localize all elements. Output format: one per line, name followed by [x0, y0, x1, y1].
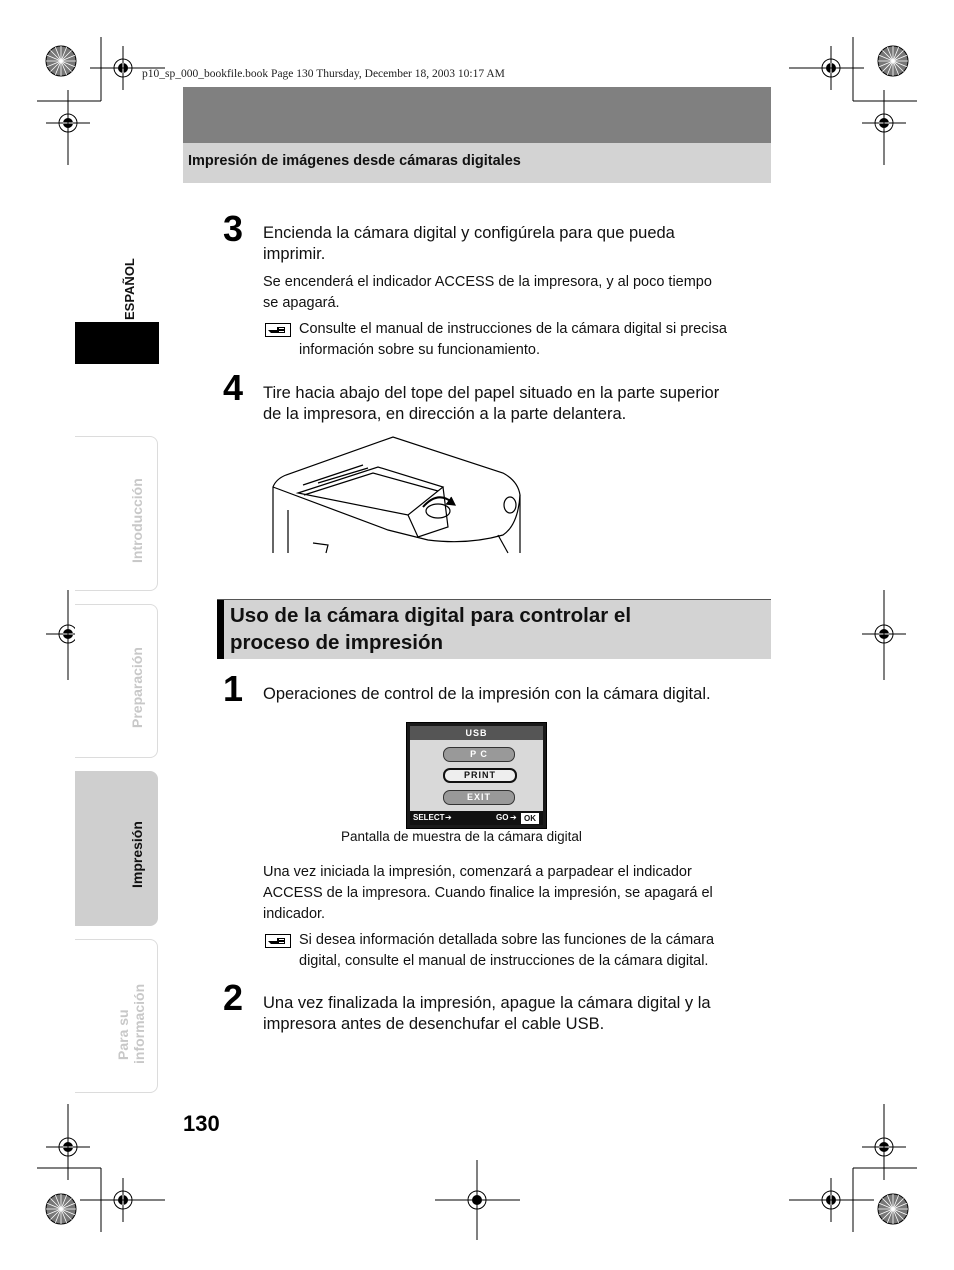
- step-1-para-line3: indicador.: [263, 906, 326, 922]
- pointing-hand-icon: [265, 934, 291, 948]
- step-1-note-line2: digital, consulte el manual de instrucciones de la cámara digital.: [299, 953, 709, 969]
- camera-lcd-inner: [410, 726, 543, 825]
- section-heading: [217, 599, 771, 659]
- lcd-option-print[interactable]: PRINT: [443, 768, 517, 783]
- step-3-subtext-line1: Se encenderá el indicador ACCESS de la impresora, y al poco tiempo: [263, 274, 712, 290]
- section-heading-bar: [217, 600, 224, 659]
- tab-para-su-label-line1: Para su: [115, 1009, 131, 1060]
- step-number: 3: [223, 208, 244, 249]
- section-heading-title-line2: proceso de impresión: [230, 631, 444, 654]
- tab-impresion-label: Impresión: [129, 821, 145, 888]
- tab-para-su-label-line2: información: [131, 983, 147, 1064]
- lcd-title: USB: [410, 726, 543, 740]
- step-4-text-line2: de la impresora, en dirección a la parte delantera.: [263, 405, 627, 423]
- tab-preparacion-label: Preparación: [129, 647, 145, 728]
- lcd-go-arrow-icon: ➔: [510, 813, 517, 822]
- language-tab-marker: [75, 322, 159, 364]
- step-4-text-line1: Tire hacia abajo del tope del papel situado en la parte superior: [263, 384, 720, 402]
- step-3-note-line2: información sobre su funcionamiento.: [299, 342, 540, 358]
- step-1-text: Operaciones de control de la impresión con la cámara digital.: [263, 685, 711, 703]
- file-header: p10_sp_000_bookfile.book Page 130 Thursday, December 18, 2003 10:17 AM: [142, 68, 505, 80]
- section-header-title: Impresión de imágenes desde cámaras digitales: [188, 153, 521, 169]
- lcd-caption: Pantalla de muestra de la cámara digital: [341, 829, 582, 844]
- step-3-text-line2: imprimir.: [263, 245, 326, 263]
- tab-introduccion[interactable]: [75, 436, 158, 591]
- lcd-option-pc[interactable]: P C: [443, 747, 515, 762]
- tab-introduccion-label: Introducción: [129, 478, 145, 563]
- step-3-note-line1: Consulte el manual de instrucciones de la cámara digital si precisa: [299, 321, 727, 337]
- step-3-text-line1: Encienda la cámara digital y configúrela para que pueda: [263, 224, 675, 242]
- page-number: 130: [183, 1111, 220, 1136]
- lcd-footer-ok: OK: [521, 813, 539, 824]
- section-header-band: [183, 143, 771, 183]
- lcd-footer-go: GO: [496, 813, 509, 822]
- lcd-select-arrow-icon: ➔: [445, 813, 452, 822]
- section-heading-title-line1: Uso de la cámara digital para controlar el: [230, 604, 632, 627]
- step-1-para-line1: Una vez iniciada la impresión, comenzará a parpadear el indicador: [263, 864, 692, 880]
- tab-preparacion[interactable]: [75, 604, 158, 758]
- step-number: 4: [223, 367, 244, 408]
- step-number: 1: [223, 668, 244, 709]
- language-label: ESPAÑOL: [122, 258, 137, 320]
- header-band: [183, 87, 771, 143]
- step-number: 2: [223, 977, 244, 1018]
- lcd-footer: [410, 811, 543, 825]
- step-1-note-line1: Si desea información detallada sobre las funciones de la cámara: [299, 932, 715, 948]
- step-1-para-line2: ACCESS de la impresora. Cuando finalice la impresión, se apagará el: [263, 885, 713, 901]
- tab-para-su-informacion[interactable]: [75, 939, 158, 1093]
- lcd-option-exit[interactable]: EXIT: [443, 790, 515, 805]
- step-2-text-line1: Una vez finalizada la impresión, apague la cámara digital y la: [263, 994, 711, 1012]
- step-2-text-line2: impresora antes de desenchufar el cable USB.: [263, 1015, 605, 1033]
- lcd-footer-select: SELECT: [413, 813, 445, 822]
- camera-lcd-screen: [406, 722, 547, 829]
- pointing-hand-icon: [265, 323, 291, 337]
- tab-impresion[interactable]: [75, 771, 158, 926]
- printer-illustration: [268, 435, 523, 555]
- step-3-subtext-line2: se apagará.: [263, 295, 340, 311]
